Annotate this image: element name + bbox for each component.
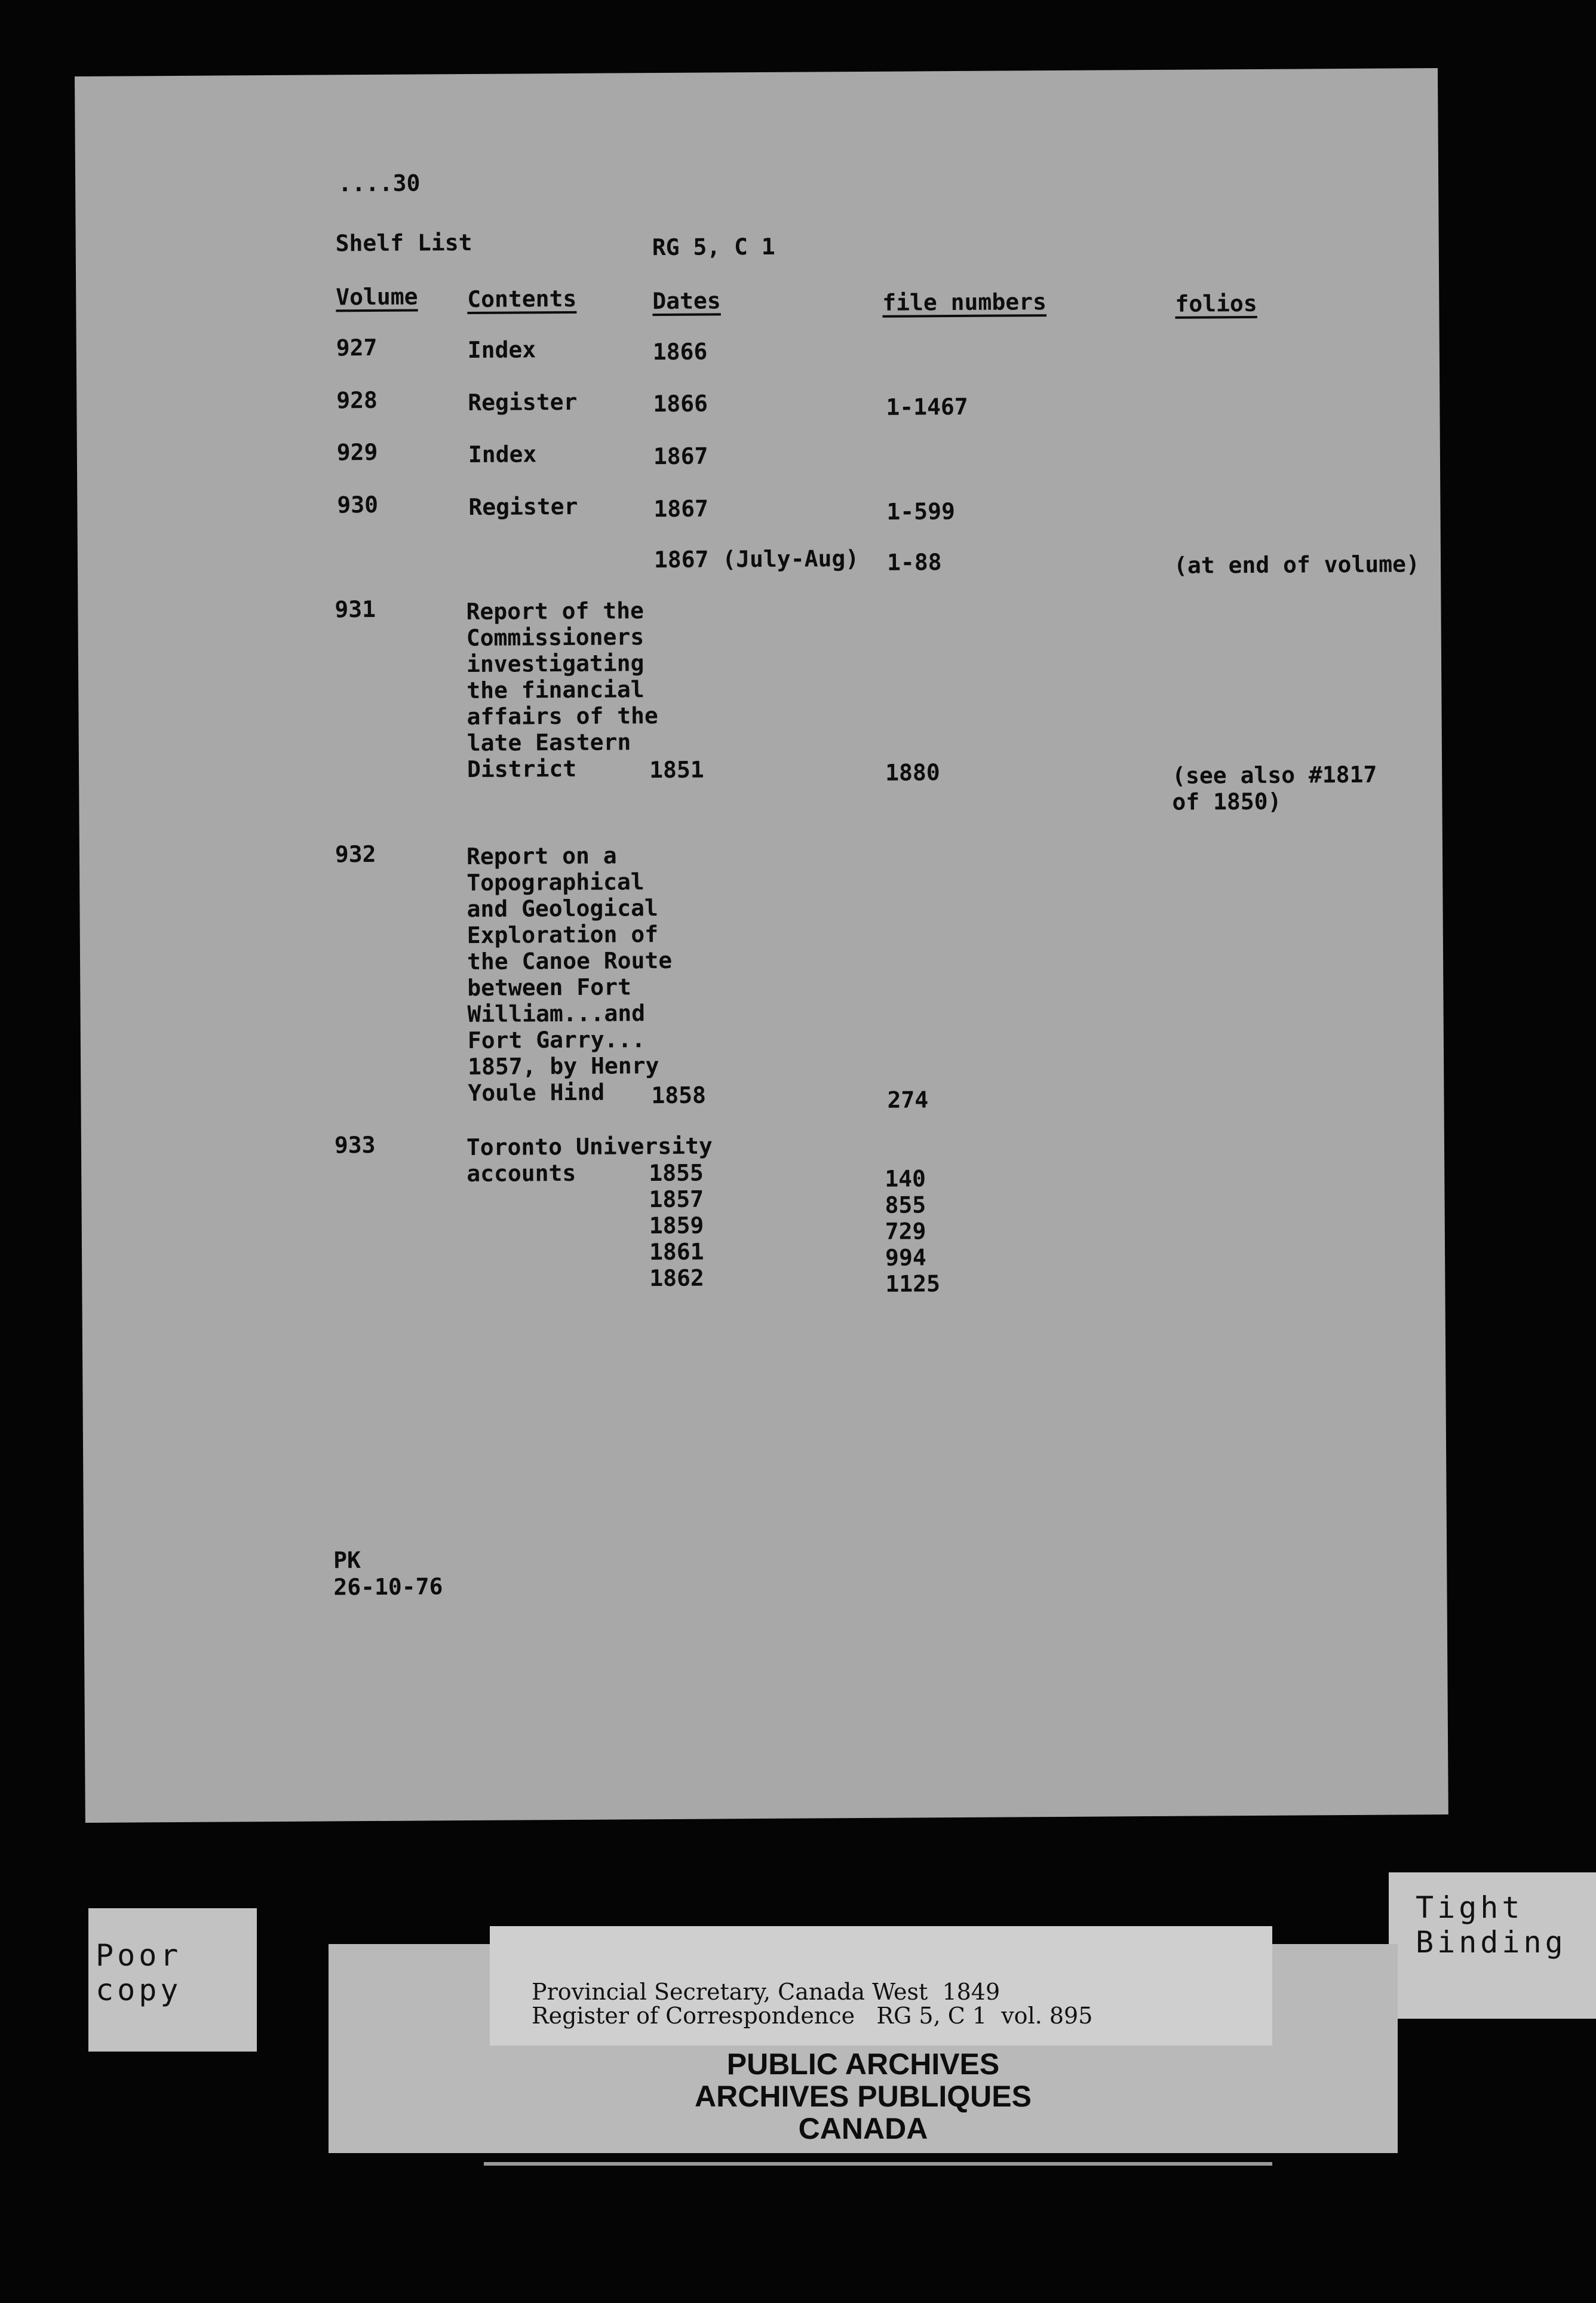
stamp-line-1: Provincial Secretary, Canada West 1849 [532, 1979, 1000, 2005]
row-dates: 1851 [649, 756, 704, 784]
row-contents: Report of the Commissioners investigating the financial affairs of the late Eastern District [466, 597, 658, 783]
row-file-numbers: 1-1467 [886, 393, 968, 420]
row-contents: Index [468, 441, 537, 468]
page-number: ....30 [337, 170, 421, 197]
initials-date: 26-10-76 [333, 1573, 443, 1601]
row-volume: 928 [336, 386, 378, 414]
row-dates: 1867 [653, 443, 708, 470]
row-dates: 1867 [653, 495, 709, 523]
header-file-numbers: file numbers [882, 288, 1047, 316]
row-contents: Toronto University accounts [466, 1132, 713, 1187]
row-folios: (at end of volume) [1173, 551, 1420, 579]
row-file-numbers: 1880 [885, 759, 940, 786]
header-folios: folios [1175, 290, 1257, 317]
row-file-numbers: 274 [887, 1086, 929, 1113]
poor-copy-label [88, 1908, 257, 2052]
header-volume: Volume [336, 283, 418, 311]
row-volume: 931 [334, 595, 376, 623]
row-contents: Index [467, 336, 536, 363]
header-dates: Dates [652, 287, 721, 315]
header-contents: Contents [467, 285, 577, 312]
tight-binding-label [1389, 1872, 1596, 2019]
archives-title-fr: ARCHIVES PUBLIQUES [695, 2080, 1032, 2113]
archives-country: CANADA [798, 2112, 928, 2145]
row-volume: 927 [336, 334, 377, 361]
tight-binding-text: Tight Binding [1416, 1890, 1567, 1960]
row-volume: 929 [336, 438, 378, 466]
row-dates: 1858 [651, 1082, 707, 1109]
row-contents: Register [468, 388, 578, 416]
document-page [75, 68, 1448, 1823]
row-contents: Report on a Topographical and Geological Exploration of the Canoe Route between Fort William...and Fort Garry... 1857, by Henry Youle Hind [466, 842, 673, 1107]
row-file-numbers: 1-88 [886, 549, 942, 576]
row-file-numbers: 140 855 729 994 1125 [885, 1165, 941, 1297]
row-volume: 930 [337, 491, 379, 518]
initials: PK [333, 1547, 361, 1574]
row-dates: 1866 [652, 338, 708, 366]
row-contents: Register [468, 493, 578, 520]
row-volume: 932 [334, 840, 376, 868]
stamp-line-2: Register of Correspondence RG 5, C 1 vol. 895 [532, 2003, 1093, 2029]
row-dates: 1855 1857 1859 1861 1862 [649, 1159, 704, 1292]
row-dates: 1867 (July-Aug) [653, 545, 860, 573]
archives-title-en: PUBLIC ARCHIVES [726, 2047, 1000, 2081]
page-title: Shelf List [335, 229, 472, 257]
row-dates: 1866 [653, 390, 708, 417]
stamp-underline [484, 2162, 1272, 2166]
row-folios: (see also #1817 of 1850) [1172, 761, 1377, 815]
row-file-numbers: 1-599 [886, 498, 955, 525]
record-group-reference: RG 5, C 1 [652, 233, 775, 261]
poor-copy-text: Poor copy [96, 1938, 182, 2007]
row-volume: 933 [334, 1131, 376, 1159]
